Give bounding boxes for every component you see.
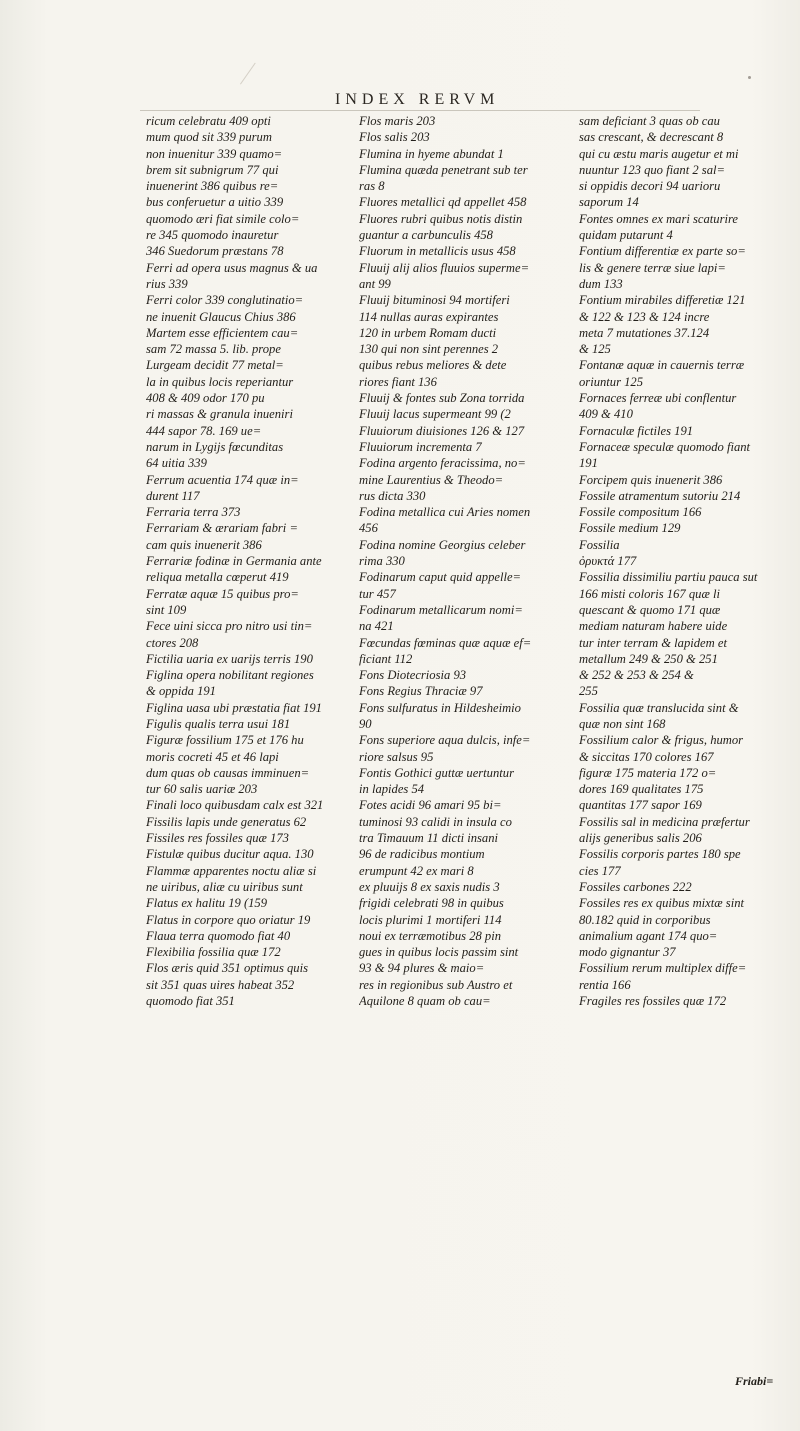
index-entry-line: erumpunt 42 ex mari 8 xyxy=(359,863,474,878)
index-entry-line: quomodo æri fiat simile colo= xyxy=(146,211,300,226)
index-entry-line: Fossiles carbones 222 xyxy=(579,879,692,894)
index-entry-line: Fluores metallici qd appellet 458 xyxy=(359,195,527,210)
ink-speck xyxy=(748,76,751,79)
index-entry-line: gues in quibus locis passim sint xyxy=(359,945,519,960)
index-entry-line: Fluuiorum diuisiones 126 & 127 xyxy=(359,423,525,438)
index-entry-line: reliqua metalla cœperut 419 xyxy=(146,570,289,585)
index-entry-line: Fontes omnes ex mari scaturire xyxy=(579,211,739,226)
index-entry-line: ri massas & granula inueniri xyxy=(146,407,293,422)
index-entry-line: 130 qui non sint perennes 2 xyxy=(359,342,499,357)
index-entry-line: Fossile medium 129 xyxy=(579,521,681,536)
index-entry-line: Fossiles res ex quibus mixtæ sint xyxy=(579,896,744,911)
index-entry-line: lis & genere terræ siue lapi= xyxy=(579,260,726,275)
index-entry-line: ant 99 xyxy=(359,276,391,291)
index-entry-line: moris cocreti 45 et 46 lapi xyxy=(146,749,279,764)
index-entry-line: quantitas 177 sapor 169 xyxy=(579,798,702,813)
index-entry-line: saporum 14 xyxy=(579,195,639,210)
index-entry-line: mine Laurentius & Theodo= xyxy=(359,472,504,487)
index-entry-line: Fontium differentiæ ex parte so= xyxy=(579,244,746,259)
index-entry-line: qui cu æstu maris augetur et mi xyxy=(579,146,739,161)
index-entry-line: Lurgeam decidit 77 metal= xyxy=(146,358,284,373)
index-entry-line: inuenerint 386 quibus re= xyxy=(146,179,279,194)
index-entry-line: 93 & 94 plures & maio= xyxy=(359,961,485,976)
index-entry-line: dum quas ob causas imminuen= xyxy=(146,765,310,780)
index-entry-line: rentia 166 xyxy=(579,977,631,992)
index-entry-line: Martem esse efficientem cau= xyxy=(146,325,299,340)
index-entry-line: mediam naturam habere uide xyxy=(579,619,728,634)
index-entry-line: Flos æris quid 351 optimus quis xyxy=(146,961,308,976)
index-entry-line: 120 in urbem Romam ducti xyxy=(359,325,497,340)
index-entry-line: 90 xyxy=(359,716,372,731)
index-entry-line: Fluuij alij alios fluuios superme= xyxy=(359,260,530,275)
index-entry-line: ne uiribus, aliæ cu uiribus sunt xyxy=(146,879,303,894)
index-entry-line: Figlina uasa ubi præstatia fiat 191 xyxy=(146,700,322,715)
index-entry-line: & oppida 191 xyxy=(146,684,216,699)
index-entry-line: rus dicta 330 xyxy=(359,488,426,503)
index-entry-line: ὀρυκτά 177 xyxy=(579,554,637,569)
index-entry-line: Flaua terra quomodo fiat 40 xyxy=(146,928,291,943)
index-entry-line: cam quis inuenerit 386 xyxy=(146,537,262,552)
index-entry-line: Fossilium calor & frigus, humor xyxy=(579,733,744,748)
index-entry-line: 255 xyxy=(579,684,598,699)
index-entry-line: Ferrariam & ærariam fabri = xyxy=(146,521,298,536)
index-entry-line: Flammæ apparentes noctu aliæ si xyxy=(146,863,317,878)
index-entry-line: Fœcundas fœminas quæ aquæ ef= xyxy=(359,635,532,650)
index-entry-line: la in quibus locis reperiantur xyxy=(146,374,294,389)
index-entry-line: Flatus in corpore quo oriatur 19 xyxy=(146,912,311,927)
index-entry-line: Flatus ex halitu 19 (159 xyxy=(146,896,268,911)
index-entry-line: sit 351 quas uires habeat 352 xyxy=(146,977,295,992)
index-entry-line: Fluuij bituminosi 94 mortiferi xyxy=(359,293,510,308)
index-entry-line: noui ex terræmotibus 28 pin xyxy=(359,928,502,943)
index-entry-line: frigidi celebrati 98 in quibus xyxy=(359,896,504,911)
index-entry-line: Fossilis corporis partes 180 spe xyxy=(579,847,741,862)
index-entry-line: sam deficiant 3 quas ob cau xyxy=(579,114,720,128)
index-entry-line: in lapides 54 xyxy=(359,782,425,797)
index-entry-line: Fossilia xyxy=(579,537,620,552)
index-entry-line: Fossilium rerum multiplex diffe= xyxy=(579,961,747,976)
index-entry-line: & 252 & 253 & 254 & xyxy=(579,668,694,683)
index-entry-line: Figulis qualis terra usui 181 xyxy=(146,716,291,731)
index-entry-line: Figuræ fossilium 175 et 176 hu xyxy=(146,733,304,748)
index-entry-line: meta 7 mutationes 37.124 xyxy=(579,325,710,340)
index-entry-line: Figlina opera nobilitant regiones xyxy=(146,668,314,683)
index-entry-line: Forcipem quis inuenerit 386 xyxy=(579,472,723,487)
index-entry-line: mum quod sit 339 purum xyxy=(146,130,272,145)
index-entry-line: quibus rebus meliores & dete xyxy=(359,358,507,373)
index-entry-line: Fissilis lapis unde generatus 62 xyxy=(146,814,307,829)
index-entry-line: Fotes acidi 96 amari 95 bi= xyxy=(359,798,502,813)
index-entry-line: ctores 208 xyxy=(146,635,199,650)
index-entry-line: 64 uitia 339 xyxy=(146,456,207,471)
index-entry-line: Fodina nomine Georgius celeber xyxy=(359,537,526,552)
index-entry-line: Fissiles res fossiles quæ 173 xyxy=(146,831,289,846)
index-entry-line: Fons superiore aqua dulcis, infe= xyxy=(359,733,531,748)
index-entry-line: Aquilone 8 quam ob cau= xyxy=(359,994,491,1009)
index-entry-line: dum 133 xyxy=(579,276,623,291)
index-entry-line: metallum 249 & 250 & 251 xyxy=(579,651,718,666)
index-entry-line: dores 169 qualitates 175 xyxy=(579,782,704,797)
index-entry-line: durent 117 xyxy=(146,488,200,503)
index-entry-line: Fistulæ quibus ducitur aqua. 130 xyxy=(146,847,314,862)
index-entry-line: Ferraria terra 373 xyxy=(146,505,241,520)
index-entry-line: Fornaces ferreæ ubi conflentur xyxy=(579,391,737,406)
index-entry-line: si oppidis decori 94 uarioru xyxy=(579,179,721,194)
index-entry-line: Fons Regius Thraciæ 97 xyxy=(359,684,483,699)
index-column-left xyxy=(146,113,346,1009)
index-entry-line: quescant & quomo 171 quæ xyxy=(579,602,721,617)
index-entry-line: rius 339 xyxy=(146,276,188,291)
running-header: INDEX RERVM xyxy=(335,91,500,108)
index-entry-line: Ferrum acuentia 174 quæ in= xyxy=(146,472,299,487)
index-entry-line: quæ non sint 168 xyxy=(579,716,666,731)
index-entry-line: tur 457 xyxy=(359,586,396,601)
index-entry-line: modo gignantur 37 xyxy=(579,945,676,960)
index-entry-line: animalium agant 174 quo= xyxy=(579,928,718,943)
index-entry-line: bus conferuetur a uitio 339 xyxy=(146,195,284,210)
index-entry-line: quomodo fiat 351 xyxy=(146,994,235,1009)
index-entry-line: narum in Lygijs fœcunditas xyxy=(146,439,284,454)
index-entry-line: Fodina argento feracissima, no= xyxy=(359,456,526,471)
index-entry-line: Fluuiorum incrementa 7 xyxy=(359,439,482,454)
page-stain xyxy=(240,63,277,100)
index-entry-line: Flos salis 203 xyxy=(359,130,430,145)
index-entry-line: ras 8 xyxy=(359,179,385,194)
index-entry-line: guantur a carbunculis 458 xyxy=(359,228,493,243)
index-entry-line: nuuntur 123 quo fiant 2 sal= xyxy=(579,162,725,177)
index-entry-line: ne inuenit Glaucus Chius 386 xyxy=(146,309,296,324)
index-entry-line: Fodinarum caput quid appelle= xyxy=(359,570,522,585)
index-entry-line: Fons sulfuratus in Hildesheimio xyxy=(359,700,521,715)
index-entry-line: 346 Suedorum præstans 78 xyxy=(146,244,284,259)
index-column-right xyxy=(579,113,779,1009)
index-entry-line: & siccitas 170 colores 167 xyxy=(579,749,714,764)
index-entry-line: Fossilia dissimiliu partiu pauca sut xyxy=(579,570,758,585)
header-rule xyxy=(140,110,700,111)
index-entry-line: Fece uini sicca pro nitro usi tin= xyxy=(146,619,313,634)
index-entry-line: Fossile atramentum sutoriu 214 xyxy=(579,488,741,503)
index-entry-line: Fictilia uaria ex uarijs terris 190 xyxy=(146,651,313,666)
index-entry-line: Fluores rubri quibus notis distin xyxy=(359,211,523,226)
index-entry-line: Fossilia quæ translucida sint & xyxy=(579,700,739,715)
index-entry-line: non inuenitur 339 quamo= xyxy=(146,146,283,161)
index-entry-line: Fontis Gothici guttæ uertuntur xyxy=(359,765,514,780)
index-entry-line: figuræ 175 materia 172 o= xyxy=(579,765,717,780)
index-entry-line: Flumina quæda penetrant sub ter xyxy=(359,162,528,177)
index-entry-line: brem sit subnigrum 77 qui xyxy=(146,162,279,177)
index-entry-line: Fodinarum metallicarum nomi= xyxy=(359,602,523,617)
index-entry-line: sas crescant, & decrescant 8 xyxy=(579,130,724,145)
index-entry-line: Finali loco quibusdam calx est 321 xyxy=(146,798,324,813)
index-entry-line: 456 xyxy=(359,521,378,536)
index-entry-line: riore salsus 95 xyxy=(359,749,434,764)
index-entry-line: Ferri color 339 conglutinatio= xyxy=(146,293,304,308)
index-entry-line: quidam putarunt 4 xyxy=(579,228,673,243)
index-entry-line: sint 109 xyxy=(146,602,187,617)
catchword: Friabi= xyxy=(735,1374,774,1388)
index-entry-line: Fons Diotecriosia 93 xyxy=(359,668,467,683)
index-entry-line: Fluuij & fontes sub Zona torrida xyxy=(359,391,525,406)
index-entry-line: tur inter terram & lapidem et xyxy=(579,635,727,650)
index-entry-line: 114 nullas auras expirantes xyxy=(359,309,499,324)
index-entry-line: Ferri ad opera usus magnus & ua xyxy=(146,260,318,275)
index-entry-line: alijs generibus salis 206 xyxy=(579,831,702,846)
index-entry-line: sam 72 massa 5. lib. prope xyxy=(146,342,281,357)
index-entry-line: tur 60 salis uariæ 203 xyxy=(146,782,258,797)
index-entry-line: 166 misti coloris 167 quæ li xyxy=(579,586,720,601)
index-entry-line: 444 sapor 78. 169 ue= xyxy=(146,423,262,438)
index-entry-line: res in regionibus sub Austro et xyxy=(359,977,513,992)
index-entry-line: oriuntur 125 xyxy=(579,374,644,389)
index-entry-line: & 122 & 123 & 124 incre xyxy=(579,309,710,324)
index-entry-line: & 125 xyxy=(579,342,611,357)
index-entry-line: Fontium mirabiles differetiæ 121 xyxy=(579,293,746,308)
index-entry-line: 409 & 410 xyxy=(579,407,633,422)
index-entry-line: Flexibilia fossilia quæ 172 xyxy=(146,945,281,960)
index-entry-line: 96 de radicibus montium xyxy=(359,847,485,862)
index-entry-line: na 421 xyxy=(359,619,394,634)
index-entry-line: Fluuij lacus supermeant 99 (2 xyxy=(359,407,511,422)
index-entry-line: locis plurimi 1 mortiferi 114 xyxy=(359,912,502,927)
index-entry-line: tuminosi 93 calidi in insula co xyxy=(359,814,512,829)
index-entry-line: Ferrariæ fodinæ in Germania ante xyxy=(146,554,322,569)
index-entry-line: tra Timauum 11 dicti insani xyxy=(359,831,499,846)
index-entry-line: re 345 quomodo inauretur xyxy=(146,228,279,243)
index-entry-line: 191 xyxy=(579,456,598,471)
index-entry-line: ficiant 112 xyxy=(359,651,413,666)
index-entry-line: rima 330 xyxy=(359,554,405,569)
index-entry-line: cies 177 xyxy=(579,863,621,878)
index-entry-line: Fluorum in metallicis usus 458 xyxy=(359,244,516,259)
index-entry-line: Ferratæ aquæ 15 quibus pro= xyxy=(146,586,299,601)
index-entry-line: Fornaceæ speculæ quomodo fiant xyxy=(579,439,751,454)
index-entry-line: Flos maris 203 xyxy=(359,114,436,128)
index-column-middle xyxy=(359,113,552,1009)
index-entry-line: Fossile compositum 166 xyxy=(579,505,702,520)
index-entry-line: ricum celebratu 409 opti xyxy=(146,114,271,128)
index-entry-line: Fragiles res fossiles quæ 172 xyxy=(579,994,727,1009)
index-entry-line: 80.182 quid in corporibus xyxy=(579,912,711,927)
index-entry-line: riores fiant 136 xyxy=(359,374,437,389)
index-entry-line: Fornaculæ fictiles 191 xyxy=(579,423,694,438)
index-entry-line: Fodina metallica cui Aries nomen xyxy=(359,505,531,520)
index-entry-line: Fossilis sal in medicina præfertur xyxy=(579,814,750,829)
index-entry-line: 408 & 409 odor 170 pu xyxy=(146,391,265,406)
index-entry-line: ex pluuijs 8 ex saxis nudis 3 xyxy=(359,879,500,894)
index-entry-line: Flumina in hyeme abundat 1 xyxy=(359,146,504,161)
index-entry-line: Fontanæ aquæ in cauernis terræ xyxy=(579,358,745,373)
